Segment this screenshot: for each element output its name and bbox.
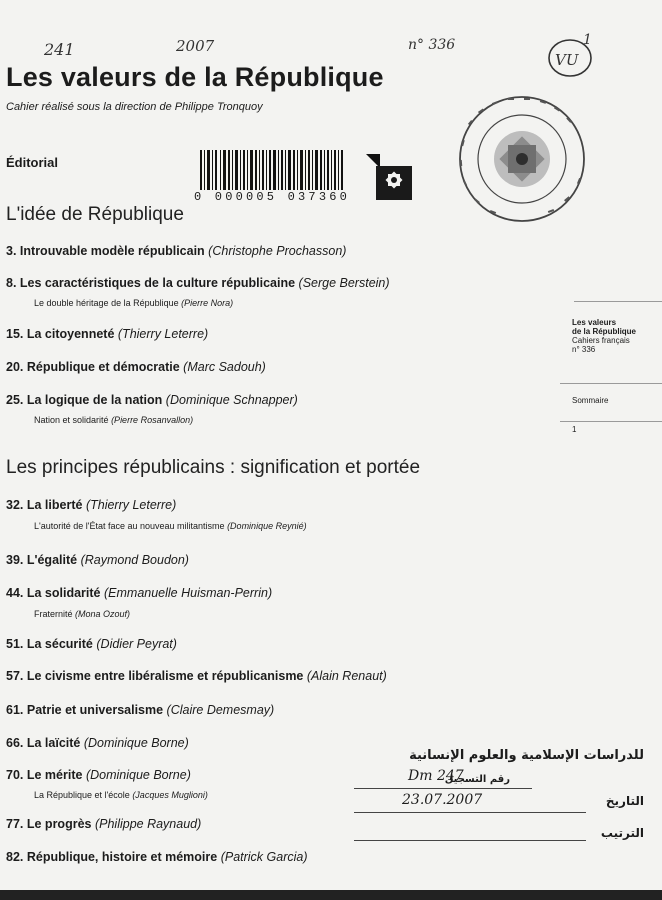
entry-title: Le progrès — [26, 817, 92, 831]
section-title: L'idée de République — [6, 204, 184, 225]
subentry-title: Fraternité — [34, 609, 73, 619]
toc-subentry — [34, 298, 233, 308]
stamp-line — [354, 812, 586, 813]
registration-stamp — [352, 728, 652, 850]
subentry-author: (Dominique Reynié) — [227, 521, 307, 531]
handwritten-issue: n° 336 — [408, 37, 456, 53]
sidebar-divider — [560, 421, 662, 422]
entry-title: La solidarité — [26, 586, 101, 600]
toc-entry — [6, 276, 390, 290]
toc-subentry — [34, 609, 130, 619]
entry-title: L'égalité — [26, 553, 78, 567]
entry-author: (Marc Sadouh) — [183, 360, 266, 374]
entry-page: 8. — [6, 276, 17, 290]
subentry-title: Le double héritage de la République — [34, 298, 179, 308]
entry-page: 66. — [6, 736, 24, 750]
barcode-number: 0 000005 037360 — [194, 190, 351, 204]
subentry-author: (Pierre Nora) — [181, 298, 234, 308]
entry-page: 3. — [6, 244, 17, 258]
stamp-date-value: 23.07.2007 — [402, 792, 483, 808]
subentry-author: (Pierre Rosanvallon) — [111, 415, 194, 425]
toc-entry — [6, 637, 177, 651]
entry-author: (Patrick Garcia) — [220, 850, 308, 864]
toc-entry — [6, 669, 387, 683]
entry-page: 20. — [6, 360, 24, 374]
handwritten-year: 2007 — [176, 37, 215, 55]
entry-author: (Emmanuelle Huisman-Perrin) — [104, 586, 273, 600]
toc-entry — [6, 393, 298, 407]
toc-subentry — [34, 415, 193, 425]
publisher-logo — [362, 150, 414, 202]
sidebar-title-line1: Les valeurs — [572, 318, 617, 327]
entry-page: 51. — [6, 637, 24, 651]
entry-title: La logique de la nation — [26, 393, 163, 407]
entry-author: (Raymond Boudon) — [80, 553, 189, 567]
entry-page: 32. — [6, 498, 24, 512]
sidebar-sommaire: Sommaire — [572, 396, 609, 405]
document-subtitle: Cahier réalisé sous la direction de Philippe Tronquoy — [6, 101, 263, 113]
entry-author: (Dominique Borne) — [85, 768, 191, 782]
toc-entry — [6, 586, 272, 600]
entry-author: (Dominique Borne) — [83, 736, 189, 750]
entry-author: (Didier Peyrat) — [96, 637, 177, 651]
toc-entry — [6, 736, 189, 750]
entry-title: Patrie et universalisme — [26, 703, 164, 717]
toc-entry — [6, 244, 346, 258]
entry-page: 61. — [6, 703, 24, 717]
toc-entry — [6, 360, 266, 374]
entry-title: La citoyenneté — [26, 327, 115, 341]
stamp-reg-value: Dm 247 — [408, 768, 464, 784]
entry-title: République, histoire et mémoire — [26, 850, 218, 864]
entry-author: (Alain Renaut) — [306, 669, 387, 683]
entry-page: 82. — [6, 850, 24, 864]
sidebar-issue: n° 336 — [572, 345, 596, 354]
entry-title: Les caractéristiques de la culture républicaine — [19, 276, 296, 290]
toc-subentry — [34, 790, 208, 800]
entry-page: 70. — [6, 768, 24, 782]
sidebar-page-number: 1 — [572, 425, 577, 434]
entry-title: La laïcité — [26, 736, 81, 750]
toc-entry — [6, 850, 308, 864]
entry-page: 15. — [6, 327, 24, 341]
entry-author: (Dominique Schnapper) — [165, 393, 298, 407]
entry-title: Introuvable modèle républicain — [19, 244, 205, 258]
toc-entry — [6, 703, 274, 717]
entry-title: Le mérite — [26, 768, 83, 782]
entry-page: 39. — [6, 553, 24, 567]
entry-page: 77. — [6, 817, 24, 831]
entry-author: (Christophe Prochasson) — [208, 244, 347, 258]
entry-author: (Claire Demesmay) — [166, 703, 275, 717]
entry-author: (Philippe Raynaud) — [94, 817, 202, 831]
sidebar-divider — [574, 301, 662, 302]
sidebar-divider — [560, 383, 662, 384]
entry-author: (Thierry Leterre) — [117, 327, 209, 341]
vu-text: VU — [555, 51, 579, 69]
toc-entry — [6, 817, 201, 831]
scan-edge — [0, 890, 662, 900]
entry-author: (Thierry Leterre) — [85, 498, 177, 512]
handwritten-ref: 241 — [44, 40, 75, 59]
stamp-date-label: التاريخ — [605, 794, 644, 808]
entry-page: 44. — [6, 586, 24, 600]
entry-title: République et démocratie — [26, 360, 180, 374]
section-title: Les principes républicains : signification et portée — [6, 457, 421, 478]
subentry-author: (Jacques Muglioni) — [132, 790, 208, 800]
stamp-line — [354, 788, 532, 789]
entry-page: 57. — [6, 669, 24, 683]
toc-entry — [6, 327, 208, 341]
entry-author: (Serge Berstein) — [298, 276, 390, 290]
toc-subentry — [34, 521, 307, 531]
subentry-title: L'autorité de l'État face au nouveau militantisme — [34, 521, 225, 531]
sidebar-series: Cahiers français — [572, 336, 630, 345]
sidebar-title-line2: de la République — [572, 327, 637, 336]
vu-mark: 1 — [583, 32, 592, 48]
stamp-order-label: الترتيب — [600, 826, 644, 840]
stamp-reg-label: رقم التسجيل — [444, 774, 510, 785]
entry-page: 25. — [6, 393, 24, 407]
entry-title: La sécurité — [26, 637, 93, 651]
toc-entry — [6, 498, 176, 512]
editorial-heading: Éditorial — [6, 155, 59, 170]
library-round-stamp — [448, 92, 596, 226]
subentry-author: (Mona Ozouf) — [75, 609, 131, 619]
document-title: Les valeurs de la République — [6, 62, 384, 92]
stamp-institution: للدراسات الإسلامية والعلوم الإنسانية — [409, 748, 644, 763]
vu-stamp — [543, 30, 597, 80]
stamp-line — [354, 840, 586, 841]
toc-entry — [6, 553, 189, 567]
toc-entry — [6, 768, 191, 782]
subentry-title: La République et l'école — [34, 790, 130, 800]
subentry-title: Nation et solidarité — [34, 415, 109, 425]
entry-title: La liberté — [26, 498, 83, 512]
entry-title: Le civisme entre libéralisme et républicanisme — [26, 669, 304, 683]
